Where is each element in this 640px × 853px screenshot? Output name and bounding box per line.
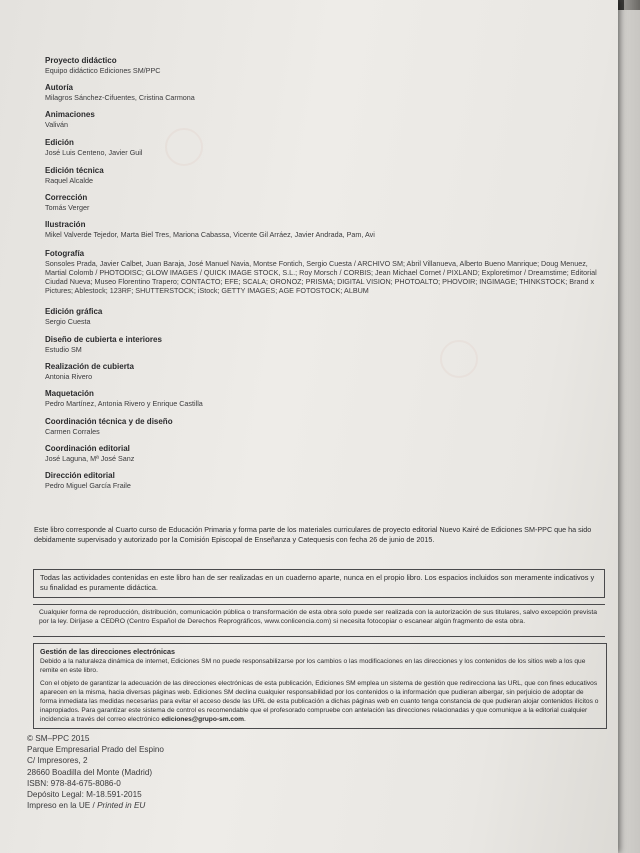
credit-proyecto [45, 56, 605, 83]
credit-autoria [45, 83, 605, 110]
credit-label: Realización de cubierta [45, 362, 134, 371]
credit-label: Fotografía [45, 249, 85, 258]
credit-value: José Laguna, Mª José Sanz [45, 454, 135, 463]
imprint-block [27, 733, 164, 811]
credit-realizacion [45, 362, 605, 389]
credit-label: Edición técnica [45, 166, 104, 175]
credit-value: Sonsoles Prada, Javier Calbet, Juan Baraja, José Manuel Navia, Montse Fontich, Sergio Cuesta / ARCHIVO SM; Abril Villanueva, Alberto Bueno Manrique; Doug Menuez, Martial Colomb / PHOTODISC; GLOW IMAGES / QUICK IMAGE STOCK, S.L.; Roy Morsch / CORBIS; Jean Michael Cornet / PIXLAND; Exploretimor / Dreamstime; Editorial Ciudad Nueva; Museo Florentino Trapero; CONTACTO; EFE; SCALA; ORONOZ; PRISMA; DIGITAL VISION; PHOTOALTO; PHOVOIR; INGIMAGE; THINKSTOCK; Brand x Pictures; Ablestock; 123RF; SHUTTERSTOCK; iStock; GETTY IMAGES; AGE FOTOSTOCK; ALBUM [45, 259, 597, 295]
credit-maquetacion [45, 389, 605, 417]
copyright-notice-box [33, 604, 605, 637]
contact-email-link[interactable]: ediciones@grupo-sm.com [161, 716, 244, 723]
credit-fotografia [45, 249, 605, 307]
credit-label: Animaciones [45, 110, 95, 119]
approval-statement: Este libro corresponde al Cuarto curso de Educación Primaria y forma parte de los materiales curriculares de proyecto editorial Nuevo Kairé de Ediciones SM-PPC que ha sido debidamente supervisado y autorizado por la Comisión Episcopal de Enseñanza y Catequesis con fecha 26 de junio de 2015. [34, 525, 592, 544]
credit-label: Proyecto didáctico [45, 56, 117, 65]
activities-notice-text: Todas las actividades contenidas en este libro han de ser realizadas en un cuaderno aparte, nunca en el propio libro. Los espacios incluidos son meramente indicativos y su finalidad es puramente didáctica. [40, 573, 595, 592]
credit-label: Corrección [45, 193, 88, 202]
credit-label: Maquetación [45, 389, 94, 398]
credit-ilustracion [45, 220, 605, 249]
credit-value: Valiván [45, 120, 69, 129]
credit-value: Milagros Sánchez-Cifuentes, Cristina Carmona [45, 93, 195, 102]
imprint-printed [27, 800, 164, 811]
credit-value: Antonia Rivero [45, 372, 93, 381]
web-box-para2-text: Con el objeto de garantizar la adecuación de las direcciones electrónicas de esta publicación, Ediciones SM emplea un sistema de gestión que redirecciona las URL, que con fines educativos aparecen en la misma, hacia diversas páginas web. Ediciones SM declina cualquier responsabilidad por los contenidos o la información que pudieran albergar, sin perjuicio de adoptar de forma inmediata las medidas necesarias para evitar el acceso desde las URL de esta publicación a dichas páginas web en cuanto tenga constancia de que pudieran alojar contenidos ilícitos o inapropiados. Para garantizar este sistema de control es recomendable que el profesorado compruebe con antelación las direcciones relacionadas y que comunique a la editorial cualquier incidencia a través del correo electrónico [40, 680, 599, 723]
credit-edicion [45, 138, 605, 166]
credit-label: Autoría [45, 83, 73, 92]
web-box-para1: Debido a la naturaleza dinámica de internet, Ediciones SM no puede responsabilizarse por los cambios o las modificaciones en las direcciones y los contenidos de los sitios web a los que remite en este libro. [40, 658, 586, 674]
credit-label: Dirección editorial [45, 471, 115, 480]
imprint-isbn: ISBN: 978-84-675-8086-0 [27, 778, 121, 788]
imprint-address-line1: Parque Empresarial Prado del Espino [27, 745, 164, 755]
printed-english: Printed in EU [97, 801, 146, 811]
imprint-copyright: © SM–PPC 2015 [27, 734, 90, 743]
credit-label: Diseño de cubierta e interiores [45, 335, 162, 344]
credit-correccion [45, 193, 605, 220]
credit-value: José Luis Centeno, Javier Guil [45, 148, 143, 157]
credit-animaciones [45, 110, 605, 138]
credit-value: Pedro Miguel García Fraile [45, 481, 131, 490]
activities-notice-box [33, 569, 605, 598]
credit-direccion [45, 471, 605, 498]
web-box-para2 [40, 679, 600, 724]
credit-value: Mikel Valverde Tejedor, Marta Biel Tres, Mariona Cabassa, Vicente Gil Arráez, Javier Andrada, Pam, Avi [45, 230, 375, 239]
credit-value: Estudio SM [45, 345, 82, 354]
web-box-title: Gestión de las direcciones electrónicas [40, 647, 176, 656]
imprint-deposito-legal: Depósito Legal: M-18.591-2015 [27, 790, 142, 800]
credit-value: Equipo didáctico Ediciones SM/PPC [45, 66, 161, 75]
credit-label: Edición [45, 138, 74, 147]
credit-edicion-grafica [45, 307, 605, 335]
credit-label: Coordinación editorial [45, 444, 130, 453]
credit-value: Pedro Martínez, Antonia Rivero y Enrique Castilla [45, 399, 203, 408]
imprint-address-line3: 28660 Boadilla del Monte (Madrid) [27, 767, 153, 777]
credit-coordinacion-tecnica [45, 417, 605, 444]
credit-value: Carmen Corrales [45, 427, 100, 436]
credit-coordinacion-editorial [45, 444, 605, 471]
web-management-box [33, 643, 607, 729]
credit-label: Edición gráfica [45, 307, 103, 316]
copyright-notice-text: Cualquier forma de reproducción, distribución, comunicación pública o transformación de esta obra solo puede ser realizada con la autorización de sus titulares, salvo excepción prevista por la ley. Diríjase a CEDRO (Centro Español de Derechos Reprográficos, www.conlicencia.com) si necesita fotocopiar o escanear algún fragmento de esta obra. [39, 609, 598, 626]
imprint-address-line2: C/ Impresores, 2 [27, 756, 88, 766]
credit-value: Sergio Cuesta [45, 317, 91, 326]
credit-value: Raquel Alcalde [45, 176, 93, 185]
credit-diseno [45, 335, 605, 362]
credit-edicion-tecnica [45, 166, 605, 193]
web-box-para2-end: . [243, 716, 246, 723]
credits-list [45, 56, 605, 498]
printed-spanish: Impreso en la UE / [27, 801, 95, 811]
credit-label: Coordinación técnica y de diseño [45, 417, 173, 426]
credit-label: Ilustración [45, 220, 86, 229]
credit-value: Tomás Verger [45, 203, 90, 212]
